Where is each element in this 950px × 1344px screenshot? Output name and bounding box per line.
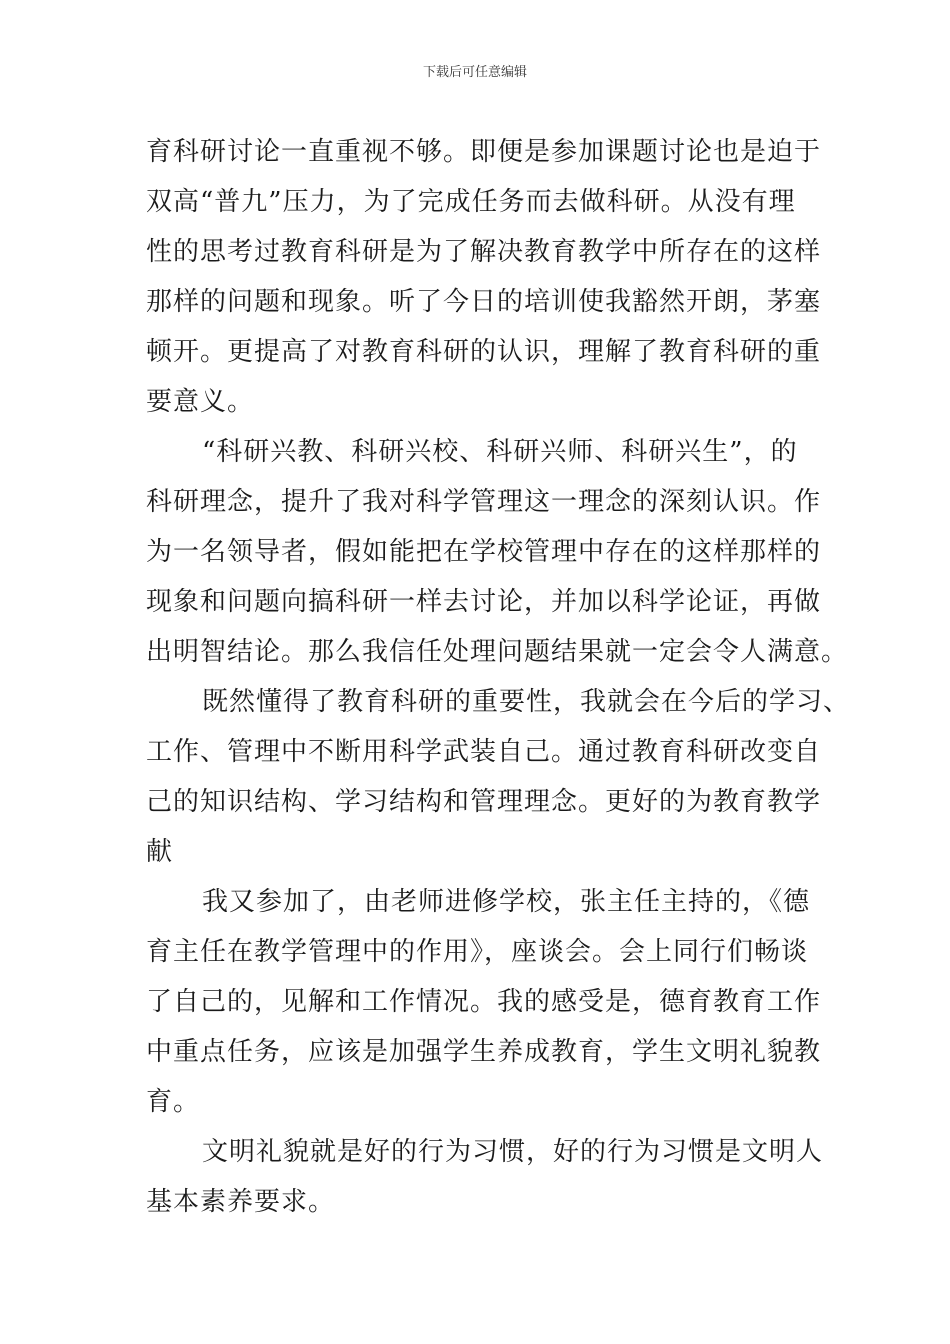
text-line: 为一名领导者，假如能把在学校管理中存在的这样那样的 — [146, 537, 822, 567]
text-line: 双高“普九”压力，为了完成任务而去做科研。从没有理 — [146, 187, 796, 217]
text-line: 我又参加了，由老师进修学校，张主任主持的，《德 — [202, 887, 811, 917]
text-line: 科研理念，提升了我对科学管理这一理念的深刻认识。作 — [146, 487, 822, 517]
paragraph — [146, 677, 851, 877]
text-line: 现象和问题向搞科研一样去讨论，并加以科学论证，再做 — [146, 587, 822, 617]
text-line: 育科研讨论一直重视不够。即便是参加课题讨论也是迫于 — [146, 137, 822, 167]
text-line: 献 — [146, 837, 174, 867]
text-line: 育。 — [146, 1087, 201, 1117]
text-line: 既然懂得了教育科研的重要性，我就会在今后的学习、 — [202, 687, 851, 717]
paragraph — [146, 427, 849, 677]
text-line: 那样的问题和现象。听了今日的培训使我豁然开朗，茅塞 — [146, 287, 822, 317]
text-line: 了自己的，见解和工作情况。我的感受是，德育教育工作 — [146, 987, 822, 1017]
text-line: 性的思考过教育科研是为了解决教育教学中所存在的这样 — [146, 237, 822, 267]
paragraph — [146, 1127, 824, 1227]
text-line: 中重点任务，应该是加强学生养成教育，学生文明礼貌教 — [146, 1037, 822, 1067]
text-line: “科研兴教、科研兴校、科研兴师、科研兴生”，的 — [202, 437, 798, 467]
text-line: 工作、管理中不断用科学武装自己。通过教育科研改变自 — [146, 737, 822, 767]
text-line: 文明礼貌就是好的行为习惯，好的行为习惯是文明人 — [202, 1137, 824, 1167]
text-line: 育主任在教学管理中的作用》，座谈会。会上同行们畅谈 — [146, 937, 809, 967]
text-line: 出明智结论。那么我信任处理问题结果就一定会令人满意。 — [146, 637, 849, 667]
text-line: 基本素养要求。 — [146, 1187, 336, 1217]
paragraph — [146, 877, 822, 1127]
text-line: 己的知识结构、学习结构和管理理念。更好的为教育教学 — [146, 787, 822, 817]
paragraph — [146, 127, 822, 427]
document-body — [146, 127, 851, 1227]
text-line: 顿开。更提高了对教育科研的认识，理解了教育科研的重 — [146, 337, 822, 367]
page-header: 下载后可任意编辑 — [422, 65, 527, 80]
text-line: 要意义。 — [146, 387, 255, 417]
